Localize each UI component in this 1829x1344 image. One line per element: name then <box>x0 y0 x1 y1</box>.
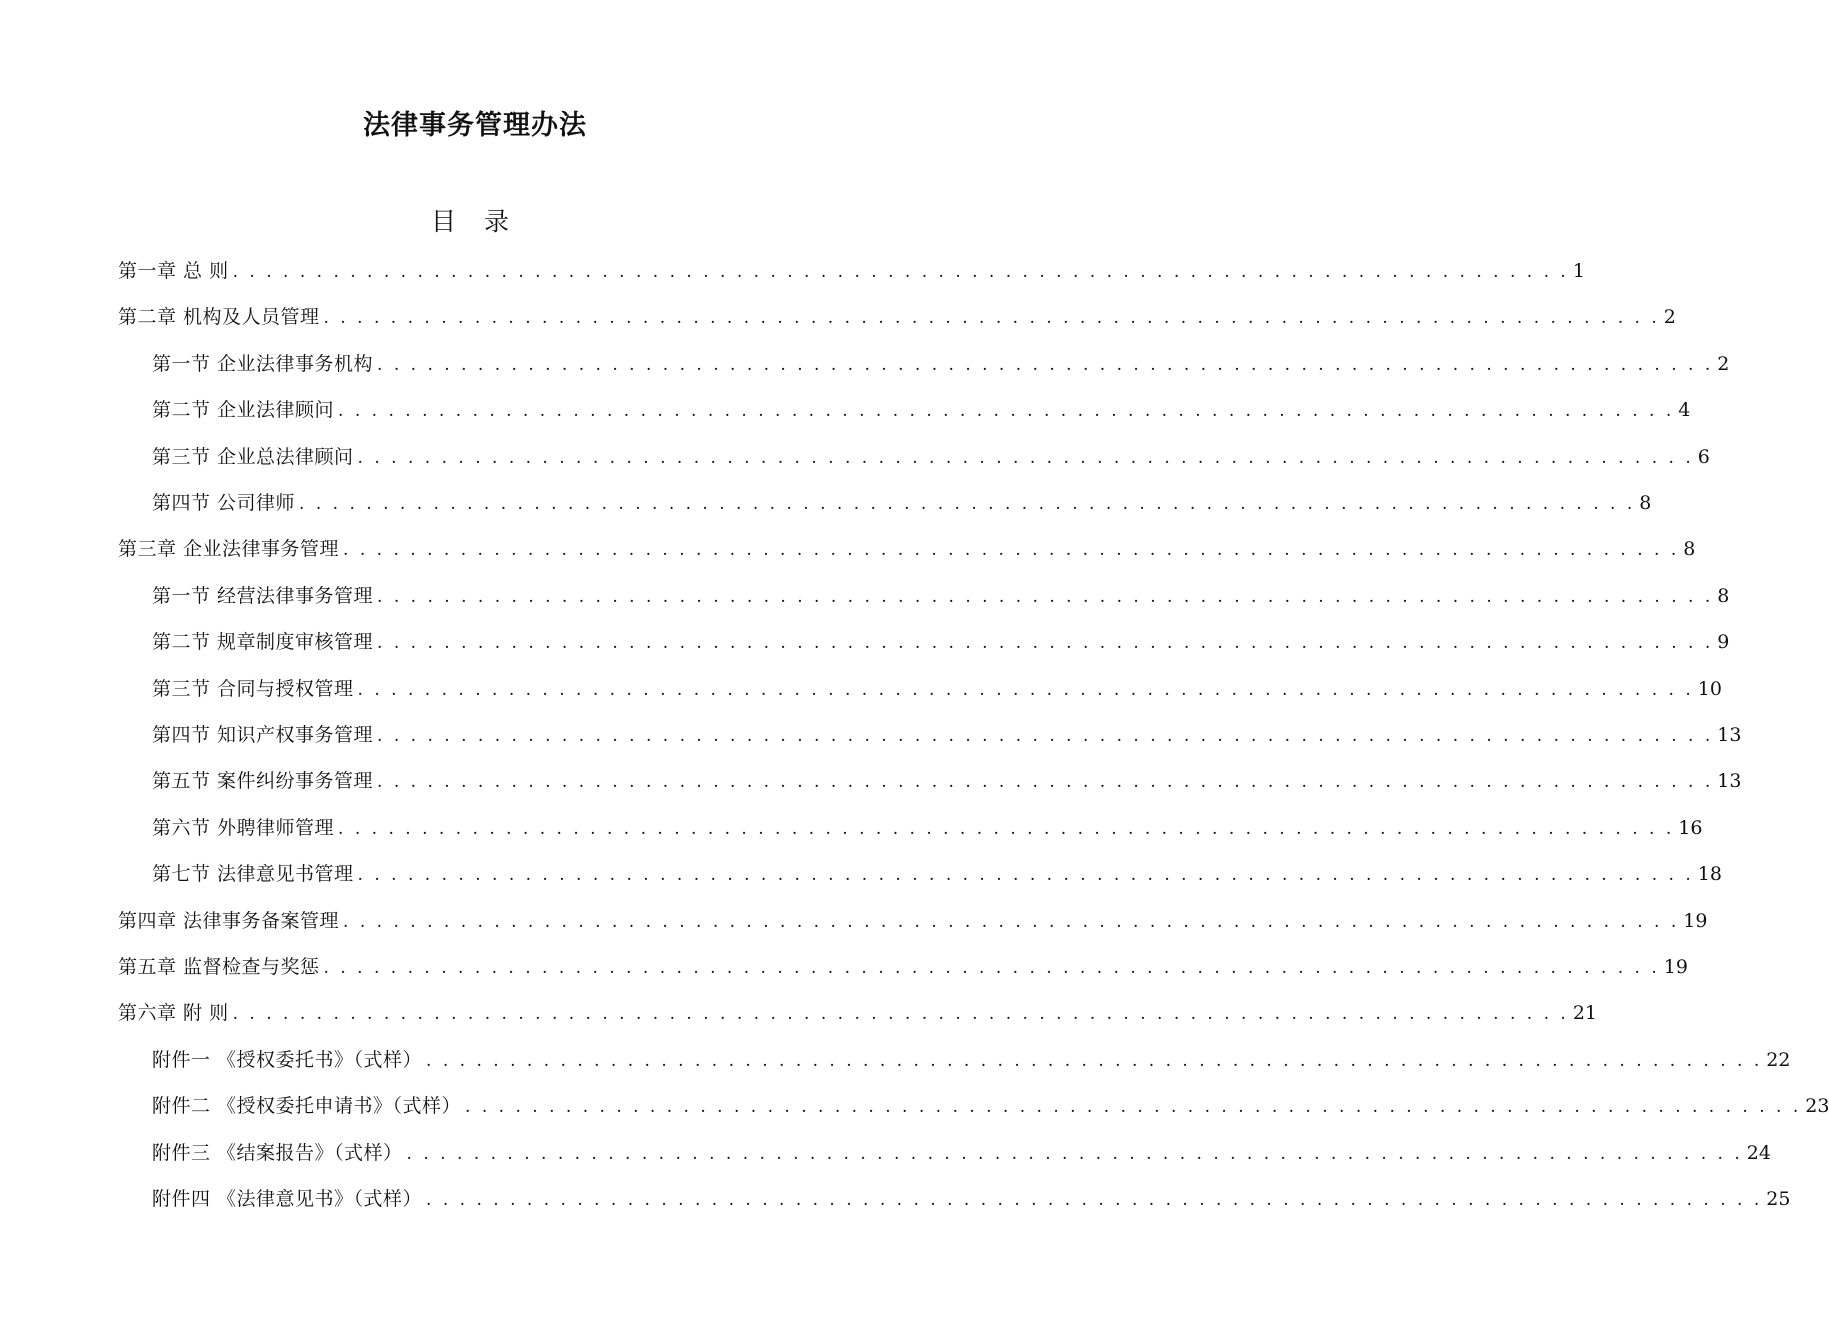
toc-entry-page-number: 10 <box>1697 677 1722 700</box>
toc-entry-page-number: 13 <box>1717 770 1742 793</box>
toc-entry-page-number: 13 <box>1717 724 1742 746</box>
toc-dot-leader: . . . . . . . . . . . . . . . . . . . . . . . . . . . . . . . . . . . . . . . . . . . . . . . . . . . . . . . . . . . . . . . . . . . . . . . . . . . . . . . . <box>343 540 1680 561</box>
toc-entry-page-number: 25 <box>1766 1188 1791 1210</box>
toc-entry-label: 第七节 法律意见书管理 <box>152 863 354 886</box>
toc-entry-page-number: 9 <box>1717 631 1730 654</box>
toc-entry-section[interactable] <box>152 581 1730 611</box>
toc-dot-leader: . . . . . . . . . . . . . . . . . . . . . . . . . . . . . . . . . . . . . . . . . . . . . . . . . . . . . . . . . . . . . . . . . . . . . . . . . . . . . . . . <box>406 1143 1743 1164</box>
toc-entry-page-number: 23 <box>1805 1095 1829 1118</box>
toc-entry-section[interactable] <box>152 1138 1771 1168</box>
toc-dot-leader: . . . . . . . . . . . . . . . . . . . . . . . . . . . . . . . . . . . . . . . . . . . . . . . . . . . . . . . . . . . . . . . . . . . . . . . . . . . . . . . . <box>377 726 1714 746</box>
toc-entry-page-number: 8 <box>1683 538 1696 561</box>
toc-entry-section[interactable] <box>152 766 1742 796</box>
toc-entry-page-number: 8 <box>1717 584 1730 607</box>
toc-entry-section[interactable] <box>152 720 1742 750</box>
toc-dot-leader: . . . . . . . . . . . . . . . . . . . . . . . . . . . . . . . . . . . . . . . . . . . . . . . . . . . . . . . . . . . . . . . . . . . . . . . . . . . . . . . . <box>232 1004 1569 1025</box>
toc-entry-label: 第二节 企业法律顾问 <box>152 399 335 422</box>
toc-entry-section[interactable] <box>152 1045 1791 1075</box>
toc-dot-leader: . . . . . . . . . . . . . . . . . . . . . . . . . . . . . . . . . . . . . . . . . . . . . . . . . . . . . . . . . . . . . . . . . . . . . . . . . . . . . . . . <box>377 354 1714 375</box>
toc-entry-page-number: 16 <box>1678 816 1703 839</box>
toc-entry-page-number: 6 <box>1697 445 1710 468</box>
toc-entry-label: 第四章 法律事务备案管理 <box>118 909 340 932</box>
toc-dot-leader: . . . . . . . . . . . . . . . . . . . . . . . . . . . . . . . . . . . . . . . . . . . . . . . . . . . . . . . . . . . . . . . . . . . . . . . . . . . . . . . . <box>377 772 1714 793</box>
toc-entry-section[interactable] <box>152 627 1730 657</box>
toc-entry-label: 第三节 企业总法律顾问 <box>152 445 354 468</box>
toc-entry-page-number: 4 <box>1678 399 1691 422</box>
toc-entry-page-number: 22 <box>1766 1048 1791 1071</box>
toc-entry-label: 第三章 企业法律事务管理 <box>118 538 340 561</box>
toc-entry-label: 附件一 《授权委托书》（式样） <box>152 1048 423 1071</box>
toc-entry-page-number: 19 <box>1663 956 1688 978</box>
toc-entry-chapter[interactable] <box>118 998 1597 1028</box>
toc-entry-label: 附件三 《结案报告》（式样） <box>152 1141 403 1164</box>
toc-entry-page-number: 2 <box>1717 352 1730 375</box>
toc-entry-label: 附件四 《法律意见书》（式样） <box>152 1188 423 1210</box>
toc-entry-page-number: 8 <box>1639 492 1652 514</box>
toc-dot-leader: . . . . . . . . . . . . . . . . . . . . . . . . . . . . . . . . . . . . . . . . . . . . . . . . . . . . . . . . . . . . . . . . . . . . . . . . . . . . . . . . <box>357 679 1694 700</box>
toc-entry-section[interactable] <box>152 674 1722 704</box>
toc-entry-label: 第六章 附 则 <box>118 1002 229 1025</box>
toc-entry-label: 第四节 公司律师 <box>152 492 296 514</box>
toc-dot-leader: . . . . . . . . . . . . . . . . . . . . . . . . . . . . . . . . . . . . . . . . . . . . . . . . . . . . . . . . . . . . . . . . . . . . . . . . . . . . . . . . <box>377 586 1714 607</box>
toc-dot-leader: . . . . . . . . . . . . . . . . . . . . . . . . . . . . . . . . . . . . . . . . . . . . . . . . . . . . . . . . . . . . . . . . . . . . . . . . . . . . . . . . <box>357 447 1694 468</box>
toc-entry-label: 第一节 企业法律事务机构 <box>152 352 374 375</box>
toc-dot-leader: . . . . . . . . . . . . . . . . . . . . . . . . . . . . . . . . . . . . . . . . . . . . . . . . . . . . . . . . . . . . . . . . . . . . . . . . . . . . . . . . <box>299 494 1636 514</box>
toc-entry-section[interactable] <box>152 488 1652 518</box>
toc-entry-section[interactable] <box>152 859 1722 889</box>
toc-dot-leader: . . . . . . . . . . . . . . . . . . . . . . . . . . . . . . . . . . . . . . . . . . . . . . . . . . . . . . . . . . . . . . . . . . . . . . . . . . . . . . . . <box>323 958 1660 978</box>
toc-entry-label: 第五节 案件纠纷事务管理 <box>152 770 374 793</box>
toc-dot-leader: . . . . . . . . . . . . . . . . . . . . . . . . . . . . . . . . . . . . . . . . . . . . . . . . . . . . . . . . . . . . . . . . . . . . . . . . . . . . . . . . <box>343 911 1680 932</box>
toc-entry-section[interactable] <box>152 349 1730 379</box>
toc-entry-page-number: 24 <box>1746 1141 1771 1164</box>
toc-entry-label: 第五章 监督检查与奖惩 <box>118 956 320 978</box>
toc-dot-leader: . . . . . . . . . . . . . . . . . . . . . . . . . . . . . . . . . . . . . . . . . . . . . . . . . . . . . . . . . . . . . . . . . . . . . . . . . . . . . . . . <box>426 1050 1763 1071</box>
toc-entry-chapter[interactable] <box>118 906 1708 936</box>
toc-entry-label: 第三节 合同与授权管理 <box>152 677 354 700</box>
toc-entry-chapter[interactable] <box>118 256 1585 286</box>
toc-entry-label: 第六节 外聘律师管理 <box>152 816 335 839</box>
toc-entry-chapter[interactable] <box>118 952 1688 982</box>
toc-entry-chapter[interactable] <box>118 302 1676 332</box>
toc-entry-section[interactable] <box>152 1184 1791 1214</box>
toc-heading: 目 录 <box>431 207 519 236</box>
toc-dot-leader: . . . . . . . . . . . . . . . . . . . . . . . . . . . . . . . . . . . . . . . . . . . . . . . . . . . . . . . . . . . . . . . . . . . . . . . . . . . . . . . . <box>465 1097 1802 1118</box>
toc-dot-leader: . . . . . . . . . . . . . . . . . . . . . . . . . . . . . . . . . . . . . . . . . . . . . . . . . . . . . . . . . . . . . . . . . . . . . . . . . . . . . . . . <box>357 865 1694 886</box>
toc-entry-page-number: 19 <box>1683 909 1708 932</box>
toc-entry-label: 第一节 经营法律事务管理 <box>152 584 374 607</box>
toc-entry-section[interactable] <box>152 1091 1829 1121</box>
toc-entry-label: 第一章 总 则 <box>118 260 229 282</box>
toc-entry-label: 第二节 规章制度审核管理 <box>152 631 374 654</box>
toc-entry-page-number: 1 <box>1572 260 1585 282</box>
toc-dot-leader: . . . . . . . . . . . . . . . . . . . . . . . . . . . . . . . . . . . . . . . . . . . . . . . . . . . . . . . . . . . . . . . . . . . . . . . . . . . . . . . . <box>377 633 1714 654</box>
toc-entry-section[interactable] <box>152 442 1710 472</box>
toc-entry-section[interactable] <box>152 395 1691 425</box>
toc-entry-label: 附件二 《授权委托申请书》（式样） <box>152 1095 462 1118</box>
toc-dot-leader: . . . . . . . . . . . . . . . . . . . . . . . . . . . . . . . . . . . . . . . . . . . . . . . . . . . . . . . . . . . . . . . . . . . . . . . . . . . . . . . . <box>338 401 1675 422</box>
toc-entry-label: 第二章 机构及人员管理 <box>118 306 320 329</box>
toc-dot-leader: . . . . . . . . . . . . . . . . . . . . . . . . . . . . . . . . . . . . . . . . . . . . . . . . . . . . . . . . . . . . . . . . . . . . . . . . . . . . . . . . <box>232 262 1569 282</box>
toc-entry-page-number: 18 <box>1697 863 1722 886</box>
document-title: 法律事务管理办法 <box>363 110 587 141</box>
toc-entry-page-number: 2 <box>1663 306 1676 329</box>
toc-dot-leader: . . . . . . . . . . . . . . . . . . . . . . . . . . . . . . . . . . . . . . . . . . . . . . . . . . . . . . . . . . . . . . . . . . . . . . . . . . . . . . . . <box>323 308 1660 329</box>
toc-entry-page-number: 21 <box>1572 1002 1597 1025</box>
toc-dot-leader: . . . . . . . . . . . . . . . . . . . . . . . . . . . . . . . . . . . . . . . . . . . . . . . . . . . . . . . . . . . . . . . . . . . . . . . . . . . . . . . . <box>426 1190 1763 1210</box>
toc-entry-chapter[interactable] <box>118 534 1696 564</box>
toc-dot-leader: . . . . . . . . . . . . . . . . . . . . . . . . . . . . . . . . . . . . . . . . . . . . . . . . . . . . . . . . . . . . . . . . . . . . . . . . . . . . . . . . <box>338 818 1675 839</box>
toc-entry-section[interactable] <box>152 813 1703 843</box>
toc-entry-label: 第四节 知识产权事务管理 <box>152 724 374 746</box>
